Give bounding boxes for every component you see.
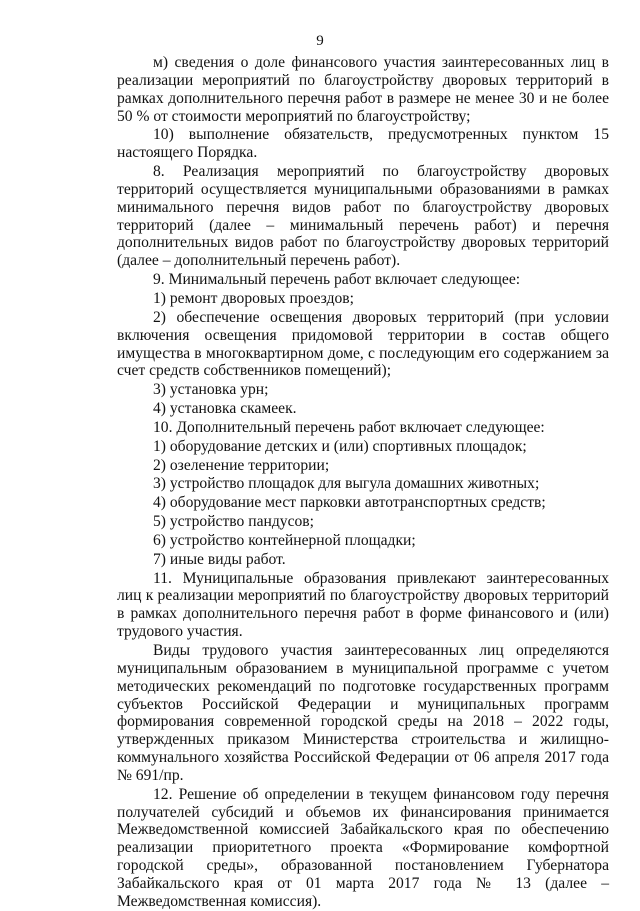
document-body <box>117 54 609 911</box>
list-item: 5) устройство пандусов; <box>153 513 314 531</box>
paragraph-clause-10: 10. Дополнительный перечень работ включает следующее: <box>153 418 545 436</box>
list-item: 2) озеленение территории; <box>153 456 330 474</box>
page-number: 9 <box>316 33 324 49</box>
list-item: 1) ремонт дворовых проездов; <box>153 289 354 307</box>
paragraph-clause-9: 9. Минимальный перечень работ включает следующее: <box>153 271 521 289</box>
paragraph-item-10: 10) выполнение обязательств, предусмотренных пунктом 15 настоящего Порядка. <box>117 126 609 162</box>
list-item: 4) оборудование мест парковки автотранспортных средств; <box>153 494 546 512</box>
paragraph-item-m: м) сведения о доле финансового участия заинтересованных лиц в реализации мероприятий по благоустройству дворовых территорий в рамках дополнительного перечня работ в размере не менее 30 и не более 50 % от стоимости мероприятий по благоустройству; <box>117 54 609 125</box>
paragraph-clause-12: 12. Решение об определении в текущем финансовом году перечня получателей субсидий и объемов их финансирования принимается Межведомственной комиссией Забайкальского края по обеспечению реализации приоритетного проекта «Формирование комфортной городской среды», образованной постановлением Губернатора Забайкальского края от 01 марта 2017 года № 13 (далее – Межведомственная комиссия). <box>117 785 609 910</box>
paragraph-labor-participation: Виды трудового участия заинтересованных лиц определяются муниципальным образованием в муниципальной программе с учетом методических рекомендаций по подготовке государственных программ субъектов Российской Федерации и муниципальных программ формирования современной городской среды на 2018 – 2022 годы, утвержденных приказом Министерства строительства и жилищно-коммунального хозяйства Российской Федерации от 06 апреля 2017 года № 691/пр. <box>117 642 609 784</box>
list-item: 4) установка скамеек. <box>153 400 297 418</box>
paragraph-clause-11: 11. Муниципальные образования привлекают заинтересованных лиц к реализации мероприятий по благоустройству дворовых территорий в рамках дополнительного перечня работ в форме финансового и (или) трудового участия. <box>117 569 609 641</box>
list-item: 1) оборудование детских и (или) спортивных площадок; <box>153 437 527 455</box>
list-item: 2) обеспечение освещения дворовых территорий (при условии включения освещения придомовой территории в состав общего имущества в многоквартирном доме, с последующим его содержанием за счет средств собственников помещений); <box>117 308 609 380</box>
list-item: 3) устройство площадок для выгула домашних животных; <box>153 475 540 493</box>
list-item: 7) иные виды работ. <box>153 550 286 568</box>
list-item: 3) установка урн; <box>153 381 269 399</box>
list-item: 6) устройство контейнерной площадки; <box>153 531 416 549</box>
paragraph-clause-8: 8. Реализация мероприятий по благоустройству дворовых территорий осуществляется муниципальными образованиями в рамках минимального перечня видов работ по благоустройству дворовых территорий (далее – минимальный перечень работ) и перечня дополнительных видов работ по благоустройству дворовых территорий (далее – дополнительный перечень работ). <box>117 163 609 270</box>
